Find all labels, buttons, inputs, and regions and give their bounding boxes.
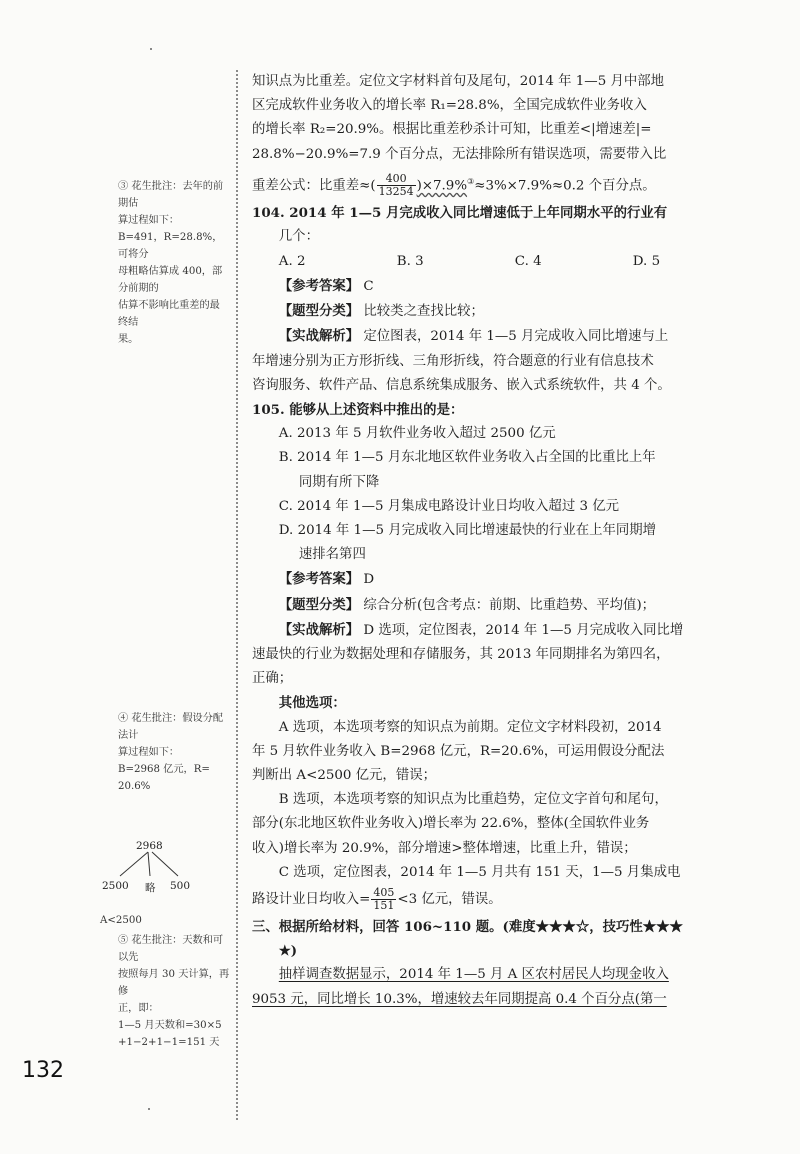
option-b-analysis: 收入)增长率为 20.9%，部分增速>整体增速，比重上升，错误； [252,840,637,856]
q105-title: 105. 能够从上述资料中推出的是： [252,401,464,418]
side-note-4: ④ 花生批注：假设分配法计 算过程如下： B=2968 亿元，R= 20.6% [118,713,224,792]
side-note-3: ③ 花生批注：去年的前期估 算过程如下： B=491，R=28.8%，可将分 母粗略估算成 400，部分前期的 估算不影响比重差的最终结 果。 [118,181,224,345]
intro-line: 28.8%−20.9%=7.9 个百分点，无法排除所有错误选项，需要带入比 [252,146,667,162]
page-number: 132 [22,1058,64,1083]
q105-option-c: C. 2014 年 1—5 月集成电路设计业日均收入超过 3 亿元 [278,498,620,514]
q105-analysis: 【实战解析】 D 选项，定位图表，2014 年 1—5 月完成收入同比增 [278,621,684,638]
q104-title: 104. 2014 年 1—5 月完成收入同比增速低于上年同期水平的行业有 [252,205,668,222]
other-options-heading: 其他选项： [278,695,346,712]
option-b-analysis: 部分(东北地区软件业务收入)增长率为 22.6%，整体(全国软件业务 [252,816,650,832]
section-3-heading: 三、根据所给材料，回答 106~110 题。(难度★★★☆，技巧性★★★ [252,918,683,935]
option-d: D. 5 [632,253,661,269]
q105-type: 【题型分类】 综合分析(包含考点：前期、比重趋势、平均值)； [278,596,656,613]
q104-options [252,250,752,274]
tree-right: 500 [170,880,191,892]
q104-analysis-line: 年增速分别为正方形折线、三角形折线，符合题意的行业有信息技术 [252,353,654,369]
tree-top: 2968 [136,840,163,852]
q105-option-d: D. 2014 年 1—5 月完成收入同比增速最快的行业在上年同期增 速排名第四 [278,522,657,563]
option-a: A. 2 [278,253,306,269]
option-b: B. 3 [396,253,424,269]
main-text-column [252,70,752,1012]
intro-formula-line: 重差公式：比重差≈( $\frac{400}{13254}$ )×7.9%③≈3%×7.9%≈0.2 个百分点。 [252,172,656,199]
tree-middle: 略 [145,882,156,894]
intro-line: 的增长率 R₂=20.9%。根据比重差秒杀计可知，比重差<|增速差|= [252,122,652,138]
q104-title-cont: 几个： [278,229,319,245]
fraction: $\frac{405}{151}$ [373,885,395,912]
assumption-tree-diagram [98,840,208,902]
option-c-analysis-formula: 路设计业日均收入= $\frac{405}{151}$ <3 亿元，错误。 [252,885,502,912]
section-3-body: 9053 元，同比增长 10.3%，增速较去年同期提高 0.4 个百分点(第一 [252,991,667,1007]
fraction: $\frac{400}{13254}$ [378,172,414,199]
q104-answer: 【参考答案】 C [278,277,374,294]
option-a-analysis: 年 5 月软件业务收入 B=2968 亿元，R=20.6%，可运用假设分配法 [252,743,665,759]
tree-left: 2500 [102,880,129,892]
q104-analysis: 【实战解析】 定位图表，2014 年 1—5 月完成收入同比增速与上 [278,328,669,345]
tree-result: A<2500 [100,915,142,926]
section-3-body: 抽样调查数据显示，2014 年 1—5 月 A 区农村居民人均现金收入 [278,967,669,983]
intro-line: 区完成软件业务收入的增长率 R₁=28.8%，全国完成软件业务收入 [252,98,647,114]
side-note-5: ⑤ 花生批注：天数和可以先 按照每月 30 天计算，再修 正，即： 1—5 月天数和=30×5 +1−2+1−1=151 天 [118,935,230,1048]
option-b-analysis: B 选项，本选项考察的知识点为比重趋势，定位文字首句和尾句， [278,792,668,808]
q105-analysis-line: 正确； [252,671,293,687]
intro-line: 知识点为比重差。定位文字材料首句及尾句，2014 年 1—5 月中部地 [252,74,665,89]
section-3-heading-cont: ★) [278,943,298,960]
option-c-analysis: C 选项，定位图表，2014 年 1—5 月共有 151 天，1—5 月集成电 [278,864,681,880]
option-a-analysis: A 选项，本选项考察的知识点为前期。定位文字材料段初，2014 [278,719,662,735]
margin-divider [236,70,238,1120]
q104-analysis-line: 咨询服务、软件产品、信息系统集成服务、嵌入式系统软件，共 4 个。 [252,377,671,393]
q105-analysis-line: 速最快的行业为数据处理和存储服务，其 2013 年同期排名为第四名， [252,646,670,662]
q105-option-b: B. 2014 年 1—5 月东北地区软件业务收入占全国的比重比上年 同期有所下降 [278,450,656,490]
q105-option-a: A. 2013 年 5 月软件业务收入超过 2500 亿元 [278,426,556,442]
option-c: C. 4 [514,253,542,269]
option-a-analysis: 判断出 A<2500 亿元，错误； [252,767,436,783]
q104-type: 【题型分类】 比较类之查找比较； [278,303,484,320]
q105-answer: 【参考答案】 D [278,571,375,588]
